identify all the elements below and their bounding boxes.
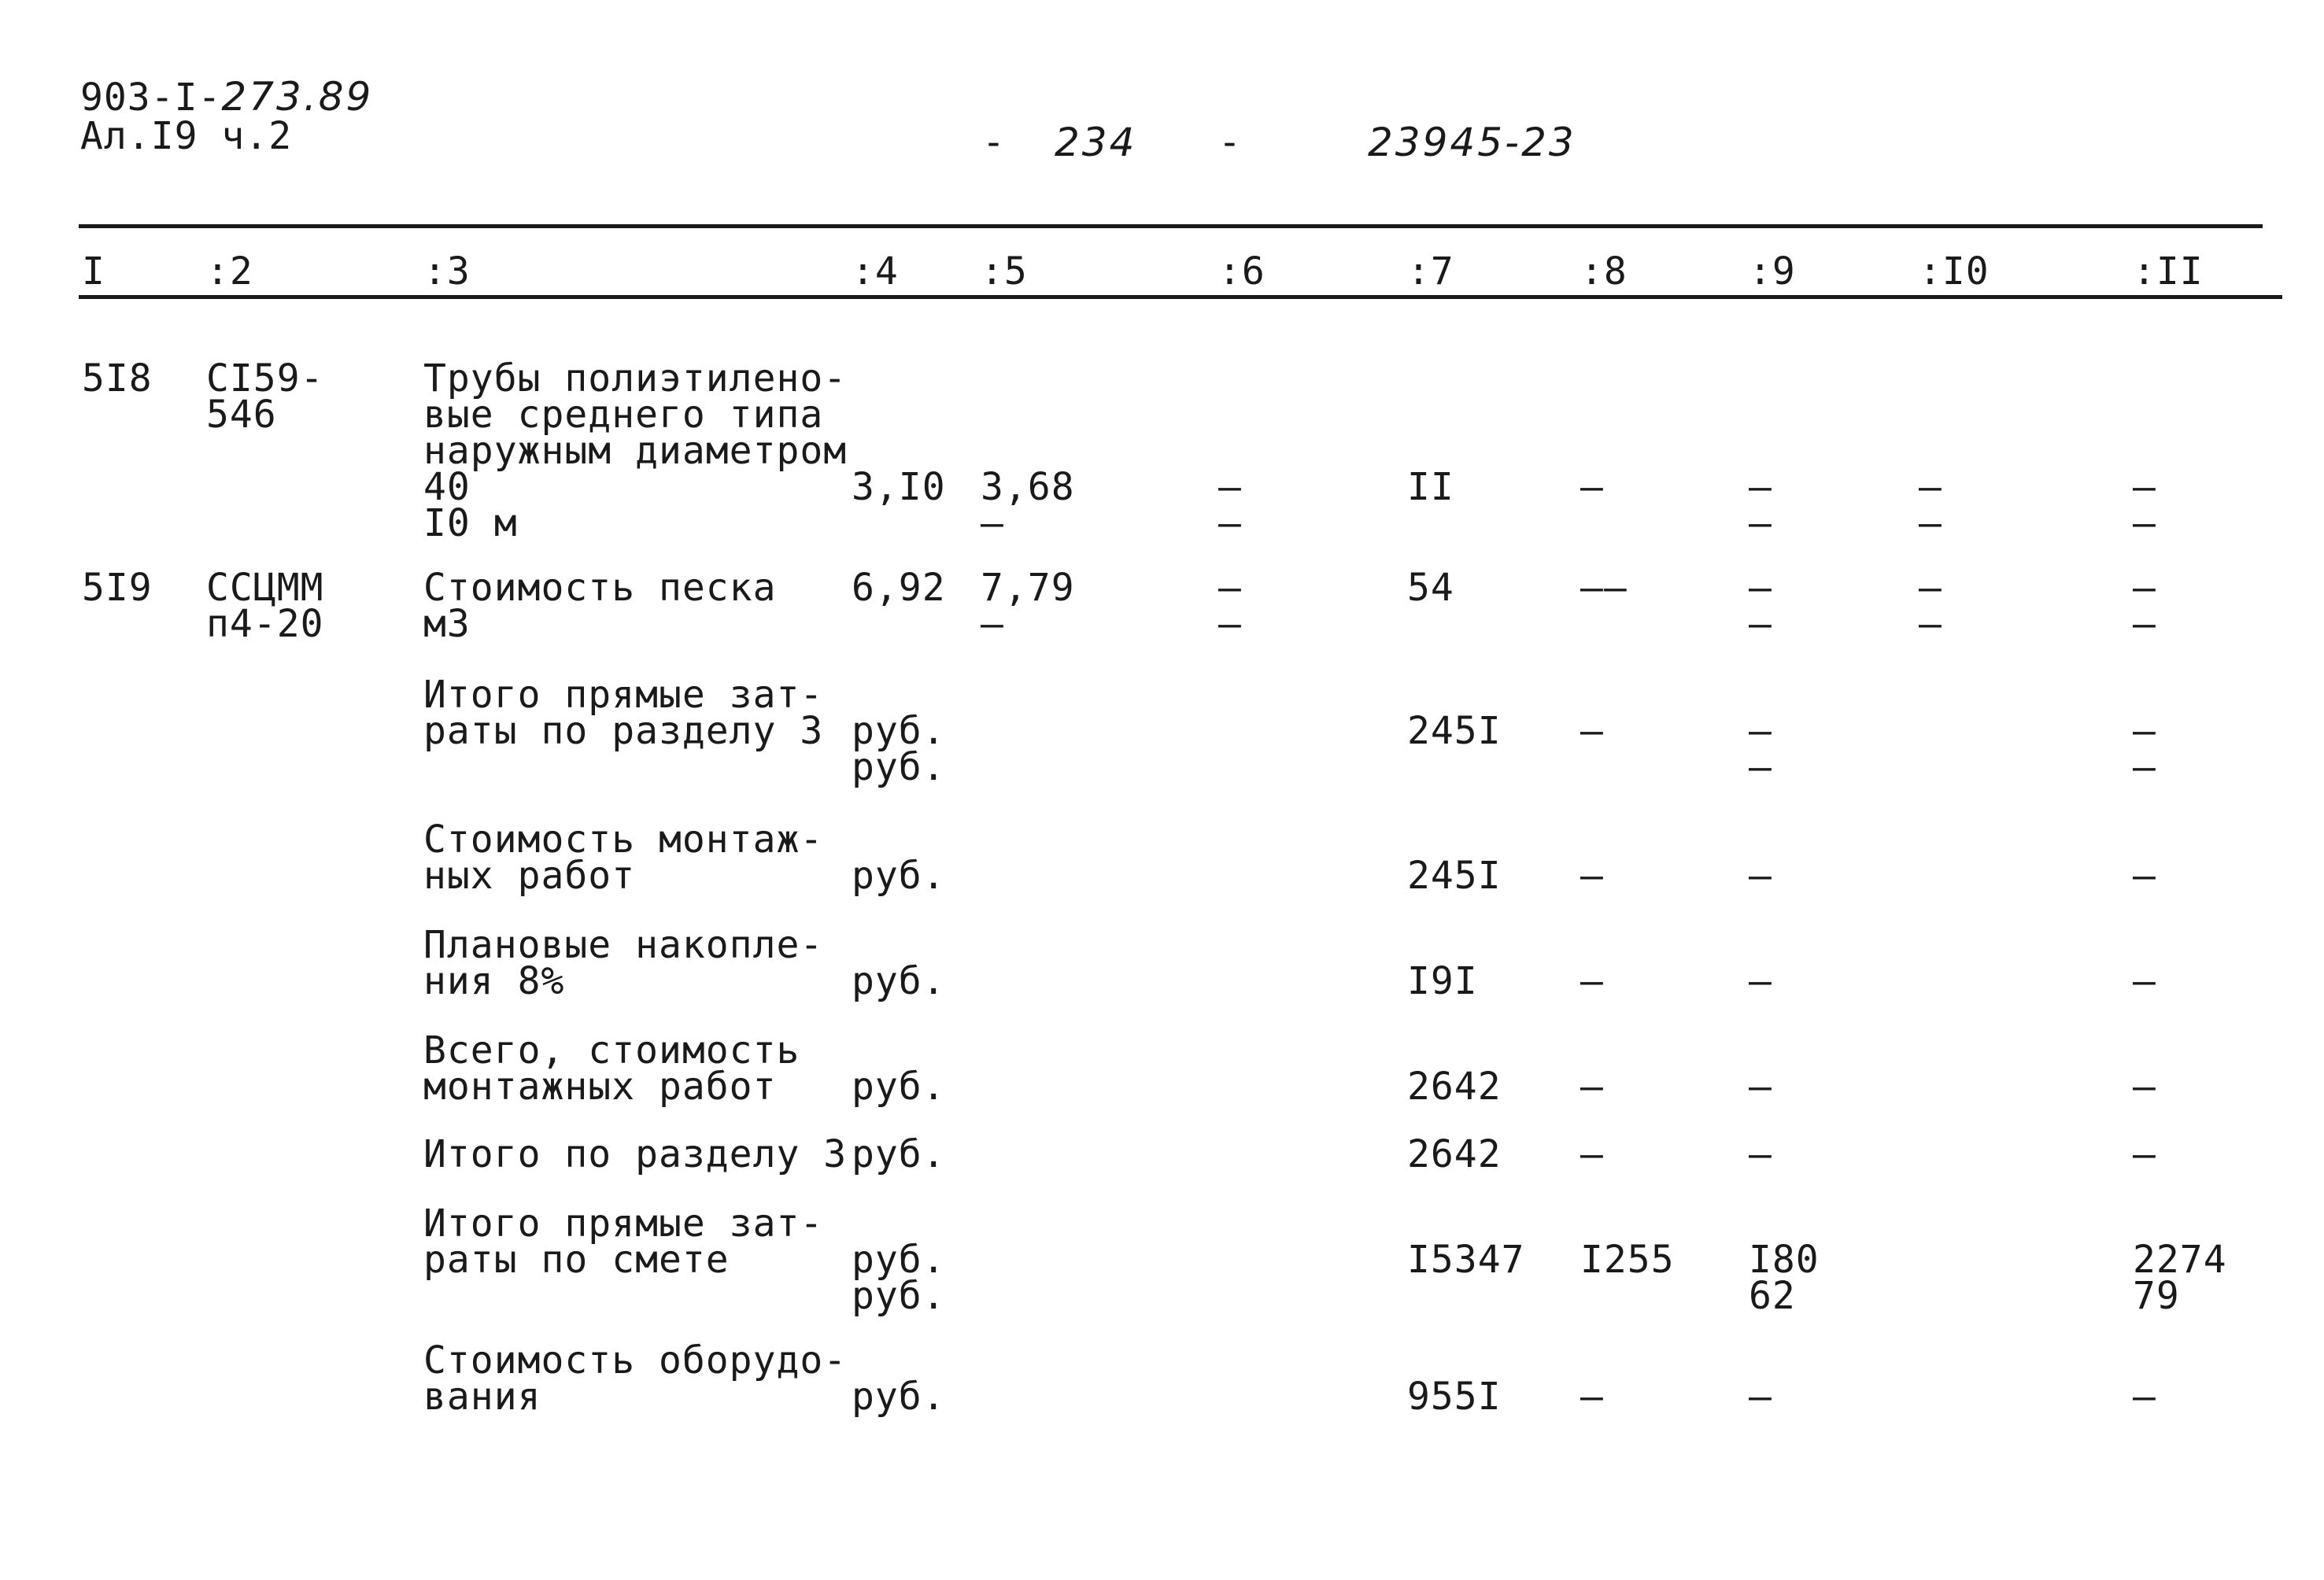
- cell-col-6: – –: [1218, 465, 1242, 545]
- column-header-col-11: :II: [2133, 249, 2204, 293]
- column-header-col-3: :3: [423, 249, 471, 293]
- cell-col-11: –: [2133, 854, 2156, 898]
- cell-col-8: –: [1580, 854, 1604, 898]
- cell-col-4: руб.: [852, 959, 946, 1003]
- cell-col-4: руб.: [852, 1132, 946, 1176]
- cell-col-8: –: [1580, 1132, 1604, 1176]
- cell-col-8: I255: [1580, 1238, 1675, 1282]
- cell-col-9: –: [1749, 1132, 1772, 1176]
- cell-row-number: 5I9: [82, 566, 153, 610]
- cell-col-8: –: [1580, 709, 1604, 753]
- cell-col-8: –: [1580, 1065, 1604, 1109]
- cell-col-11: –: [2133, 959, 2156, 1003]
- cell-col-4: руб.: [852, 1375, 946, 1419]
- cell-description: Стоимость песка м3: [423, 566, 777, 646]
- cell-col-9: – –: [1749, 465, 1772, 545]
- cell-col-7: 955I: [1407, 1375, 1502, 1419]
- cell-col-7: I5347: [1407, 1238, 1525, 1282]
- column-header-col-6: :6: [1218, 249, 1265, 293]
- page-dash-right: -: [1218, 120, 1242, 164]
- cell-col-4: 6,92: [852, 566, 946, 610]
- inventory-number: 23945-23: [1368, 120, 1576, 165]
- document-code-printed: 903-I-: [80, 76, 222, 120]
- cell-col-7: 245I: [1407, 854, 1502, 898]
- cell-col-9: –: [1749, 1065, 1772, 1109]
- cell-col-11: –: [2133, 1065, 2156, 1109]
- cell-col-8: –: [1580, 1375, 1604, 1419]
- page-dash-left: -: [982, 120, 1006, 164]
- cell-col-4: руб.: [852, 1065, 946, 1109]
- cell-description: Всего, стоимость монтажных работ: [423, 1028, 800, 1109]
- cell-code: CI59- 546: [206, 356, 324, 437]
- cell-col-7: I9I: [1407, 959, 1478, 1003]
- column-header-col-2: :2: [206, 249, 253, 293]
- cell-col-4: 3,I0: [852, 465, 946, 509]
- cell-description: Итого по разделу 3: [423, 1132, 848, 1176]
- cell-col-11: –: [2133, 1375, 2156, 1419]
- cell-col-7: 2642: [1407, 1132, 1502, 1176]
- cell-description: Плановые накопле- ния 8%: [423, 923, 824, 1003]
- cell-col-9: –: [1749, 1375, 1772, 1419]
- cell-col-6: – –: [1218, 566, 1242, 646]
- cell-col-5: 7,79 –: [981, 566, 1075, 646]
- header-bottom-rule: [79, 295, 2282, 299]
- cell-description: Стоимость монтаж- ных работ: [423, 818, 824, 898]
- cell-col-10: – –: [1919, 566, 1942, 646]
- cell-col-9: I80 62: [1749, 1238, 1820, 1318]
- column-header-col-7: :7: [1407, 249, 1454, 293]
- column-header-col-4: :4: [852, 249, 899, 293]
- cell-col-4: руб.: [852, 854, 946, 898]
- document-code-handwritten: 273.89: [221, 74, 374, 120]
- cell-col-7: II: [1407, 465, 1454, 509]
- cell-col-8: –: [1580, 959, 1604, 1003]
- cell-col-9: – –: [1749, 709, 1772, 789]
- cell-col-11: –: [2133, 1132, 2156, 1176]
- cell-code: ССЦММ п4-20: [206, 566, 324, 646]
- cell-row-number: 5I8: [82, 356, 153, 401]
- cell-description: Итого прямые зат- раты по смете: [423, 1202, 824, 1282]
- table-top-rule: [79, 224, 2263, 228]
- cell-description: Трубы полиэтилено- вые среднего типа наружным диаметром 40 I0 м: [423, 356, 848, 545]
- cell-col-8: ––: [1580, 566, 1628, 610]
- cell-col-7: 2642: [1407, 1065, 1502, 1109]
- cell-col-4: руб. руб.: [852, 1238, 946, 1318]
- column-header-col-1: I: [82, 249, 105, 293]
- cell-col-9: –: [1749, 854, 1772, 898]
- column-header-col-9: :9: [1749, 249, 1796, 293]
- cell-col-4: руб. руб.: [852, 709, 946, 789]
- cell-col-10: – –: [1919, 465, 1942, 545]
- cell-col-11: 2274 79: [2133, 1238, 2227, 1318]
- page-number: 234: [1055, 120, 1137, 165]
- column-header-col-5: :5: [981, 249, 1028, 293]
- cell-col-11: – –: [2133, 709, 2156, 789]
- cell-col-7: 54: [1407, 566, 1454, 610]
- cell-col-8: –: [1580, 465, 1604, 509]
- cell-col-9: –: [1749, 959, 1772, 1003]
- cell-col-9: – –: [1749, 566, 1772, 646]
- cell-description: Итого прямые зат- раты по разделу 3: [423, 673, 824, 753]
- document-code: [80, 74, 374, 120]
- column-header-col-8: :8: [1580, 249, 1628, 293]
- album-label: Ал.I9 ч.2: [80, 114, 293, 158]
- cell-description: Стоимость оборудо- вания: [423, 1338, 848, 1419]
- cell-col-7: 245I: [1407, 709, 1502, 753]
- cell-col-5: 3,68 –: [981, 465, 1075, 545]
- cell-col-11: – –: [2133, 465, 2156, 545]
- column-header-col-10: :I0: [1919, 249, 1990, 293]
- cell-col-11: – –: [2133, 566, 2156, 646]
